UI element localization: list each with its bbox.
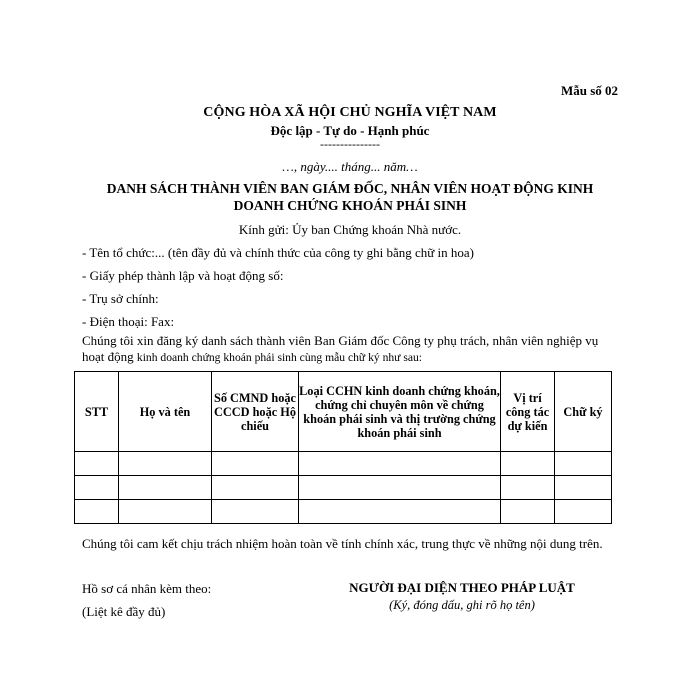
table-cell[interactable]	[119, 476, 212, 500]
signatory-instruction: (Ký, đóng dấu, ghi rõ họ tên)	[389, 598, 535, 612]
table-cell[interactable]	[299, 452, 501, 476]
national-motto: Độc lập - Tự do - Hạnh phúc	[270, 123, 430, 138]
table-row	[75, 500, 612, 524]
document-title: DANH SÁCH THÀNH VIÊN BAN GIÁM ĐỐC, NHÂN VIÊN HOẠT ĐỘNG KINH DOANH CHỨNG KHOÁN PHÁI SINH	[106, 181, 594, 213]
attachments-label: Hồ sơ cá nhân kèm theo:	[82, 581, 212, 596]
signatory-title: NGƯỜI ĐẠI DIỆN THEO PHÁP LUẬT	[349, 580, 575, 595]
header-id-number: Số CMND hoặc CCCD hoặc Hộ chiếu	[212, 372, 299, 452]
table-cell[interactable]	[299, 476, 501, 500]
header-divider: ---------------	[320, 137, 380, 151]
field-license-number: - Giấy phép thành lập và hoạt động số:	[82, 268, 284, 283]
header-stt: STT	[75, 372, 119, 452]
table-cell[interactable]	[212, 500, 299, 524]
table-cell[interactable]	[75, 500, 119, 524]
table-row	[75, 476, 612, 500]
table-cell[interactable]	[501, 452, 555, 476]
attachments-note: (Liệt kê đầy đủ)	[82, 604, 166, 619]
table-cell[interactable]	[212, 452, 299, 476]
table-cell[interactable]	[75, 452, 119, 476]
table-cell[interactable]	[555, 500, 612, 524]
form-number: Mẫu số 02	[560, 83, 618, 98]
table-cell[interactable]	[299, 500, 501, 524]
table-row	[75, 452, 612, 476]
table-header-row	[75, 372, 612, 452]
table-cell[interactable]	[501, 476, 555, 500]
table-cell[interactable]	[119, 452, 212, 476]
header-certificate-type: Loại CCHN kinh doanh chứng khoán, chứng chỉ chuyên môn về chứng khoán phái sinh và thị trường chứng khoán phái sinh	[299, 372, 501, 452]
table-cell[interactable]	[555, 452, 612, 476]
intro-paragraph	[82, 333, 612, 366]
table-cell[interactable]	[555, 476, 612, 500]
national-title: CỘNG HÒA XÃ HỘI CHỦ NGHĨA VIỆT NAM	[203, 105, 497, 120]
table-cell[interactable]	[501, 500, 555, 524]
field-organization-name: - Tên tổ chức:... (tên đầy đủ và chính thức của công ty ghi bằng chữ in hoa)	[82, 245, 475, 260]
intro-text-part2: kinh doanh chứng khoán phái sinh cùng mẫu chữ ký như sau:	[136, 351, 423, 364]
header-full-name: Họ và tên	[119, 372, 212, 452]
field-phone-fax: - Điện thoại: Fax:	[82, 314, 175, 329]
recipient-line: Kính gửi: Ủy ban Chứng khoán Nhà nước.	[238, 222, 462, 237]
date-line: …, ngày.... tháng... năm…	[282, 159, 418, 174]
table-cell[interactable]	[75, 476, 119, 500]
table-cell[interactable]	[212, 476, 299, 500]
header-signature: Chữ ký	[555, 372, 612, 452]
staff-list-table	[74, 371, 612, 524]
table-cell[interactable]	[119, 500, 212, 524]
header-position: Vị trí công tác dự kiến	[501, 372, 555, 452]
commitment-paragraph: Chúng tôi cam kết chịu trách nhiệm hoàn toàn về tính chính xác, trung thực về những nội dung trên.	[82, 536, 603, 551]
field-head-office: - Trụ sở chính:	[82, 291, 159, 306]
intro-text-part1: Chúng tôi xin đăng ký danh sách thành viên Ban Giám đốc Công ty phụ trách, nhân viên nghiệp vụ hoạt động	[82, 333, 599, 364]
